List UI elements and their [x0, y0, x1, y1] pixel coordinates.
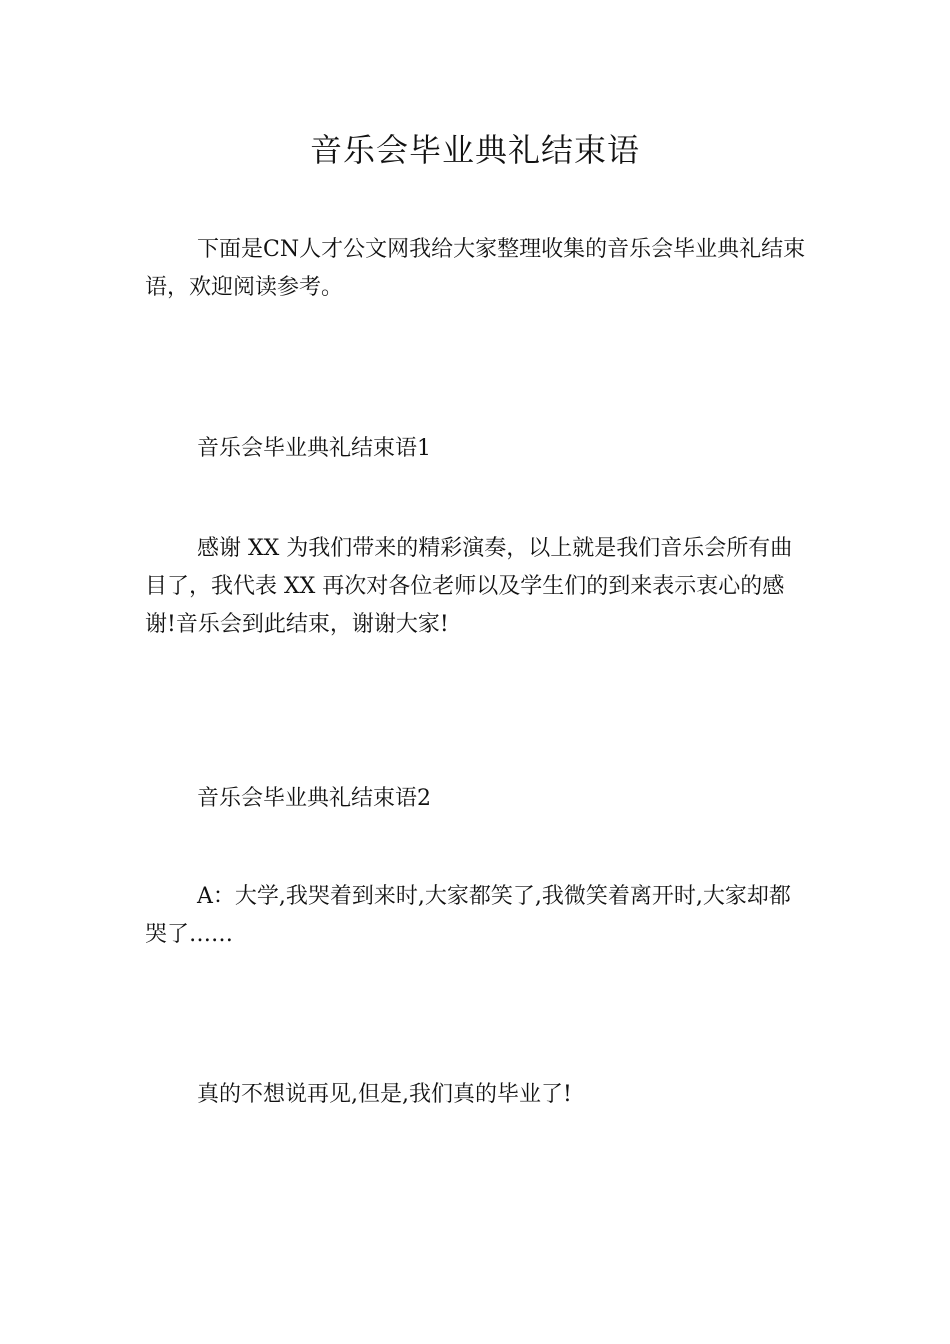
section-1-body: 感谢 XX 为我们带来的精彩演奏，以上就是我们音乐会所有曲目了，我代表 XX 再次对各位老师以及学生们的到来表示衷心的感谢!音乐会到此结束，谢谢大家!: [145, 536, 793, 637]
section-1-heading: 音乐会毕业典礼结束语1: [197, 436, 431, 461]
document-title: 音乐会毕业典礼结束语: [309, 131, 640, 169]
section-2-paragraph-1: A：大学,我哭着到来时,大家都笑了,我微笑着离开时,大家却都哭了……: [145, 884, 791, 947]
section-2-paragraph-2: 真的不想说再见,但是,我们真的毕业了!: [197, 1082, 572, 1107]
intro-paragraph: 下面是CN人才公文网我给大家整理收集的音乐会毕业典礼结束语，欢迎阅读参考。: [145, 237, 806, 300]
section-2-heading: 音乐会毕业典礼结束语2: [197, 786, 431, 811]
